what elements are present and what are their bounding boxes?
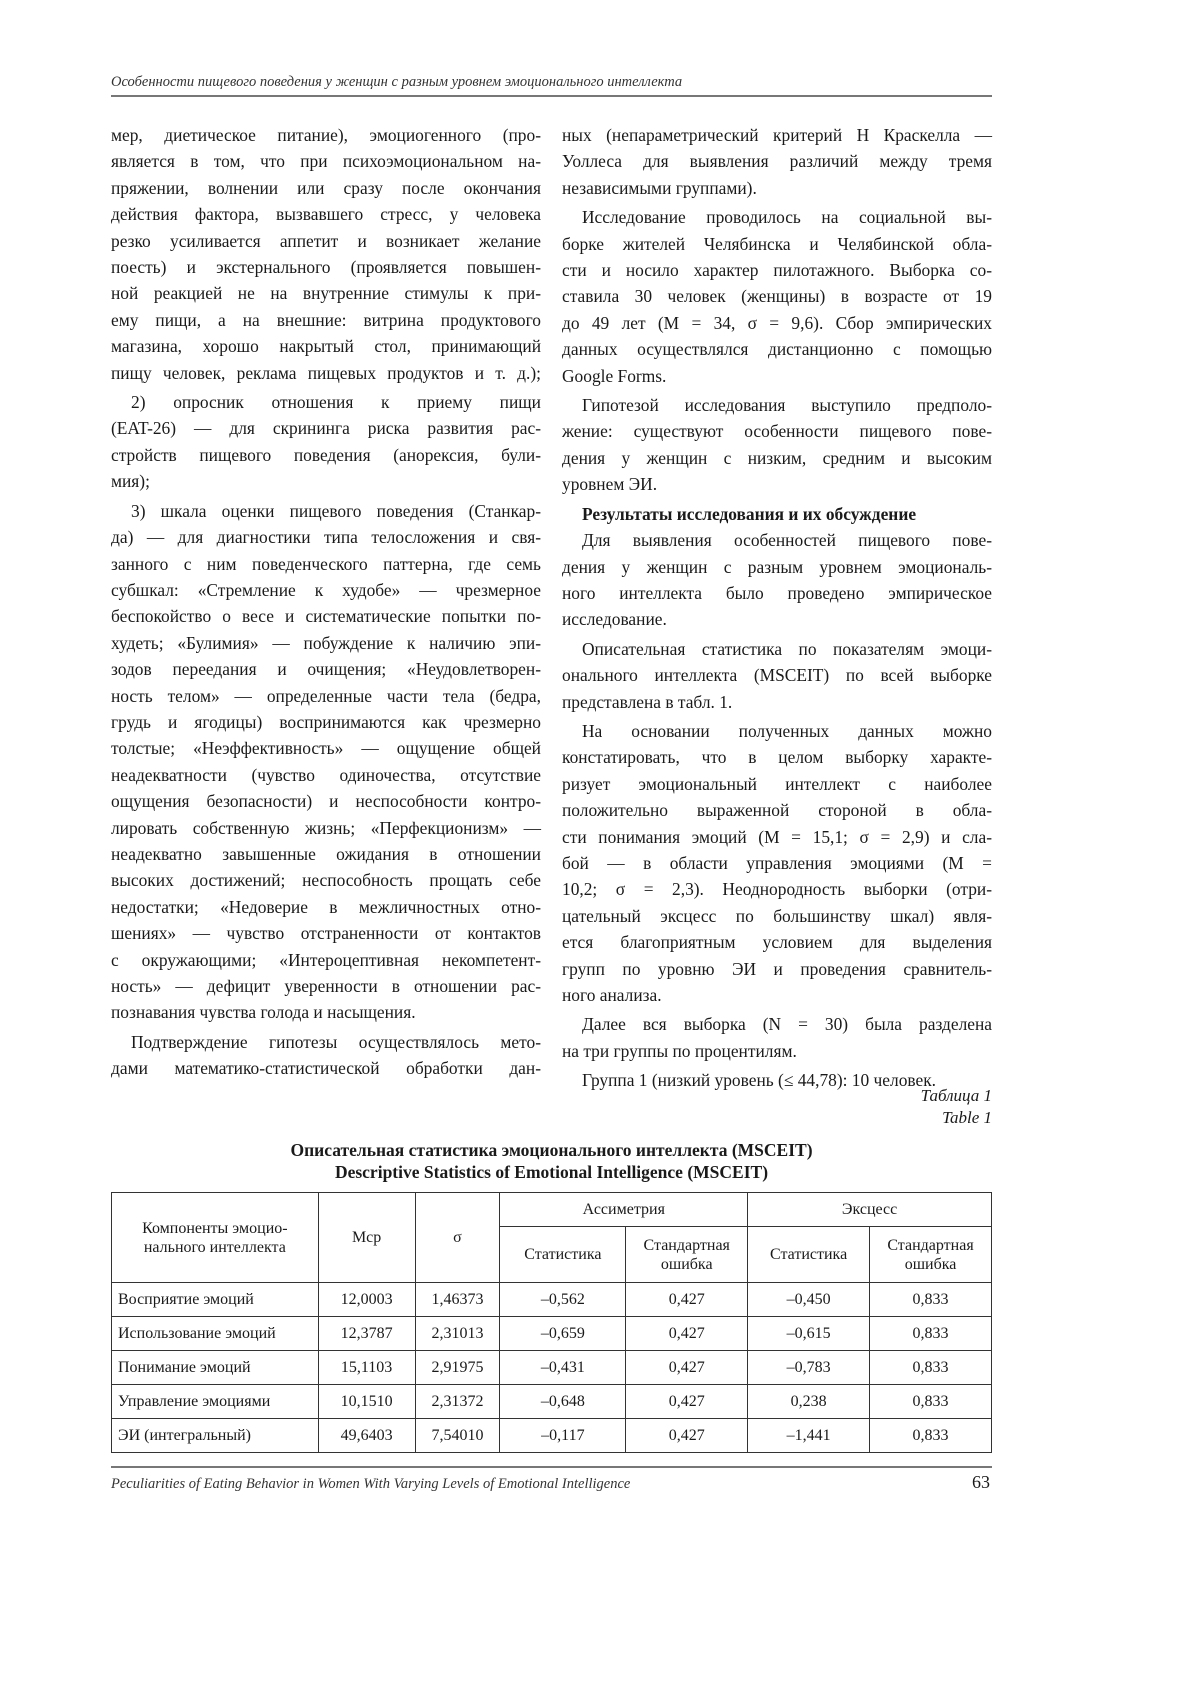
paragraph [111,122,541,386]
text-line: 3) шкала оценки пищевого поведения (Станкар- [131,500,541,521]
text-line: на три группы по процентилям. [562,1040,797,1061]
cell-value: –0,783 [748,1351,870,1385]
text-line: данных осуществлялся дистанционно с помощью [562,339,992,360]
cell-value: –0,562 [500,1283,626,1317]
paragraph [562,636,992,715]
page-number: 63 [972,1472,990,1492]
cell-value: 0,427 [626,1385,748,1419]
table-row [112,1351,992,1385]
text-line: пищу человек, реклама пищевых продуктов и т. д.); [111,362,541,383]
cell-value: –1,441 [748,1419,870,1453]
text-line: до 49 лет (M = 34, σ = 9,6). Сбор эмпирических [562,312,992,333]
text-line: сти понимания эмоций (M = 15,1; σ = 2,9) и сла- [562,826,992,847]
text-line: лировать собственную жизнь; «Перфекционизм» — [111,817,541,838]
row-label: Понимание эмоций [112,1351,319,1385]
text-line: дения у женщин с разным уровнем эмоциональ- [562,556,992,577]
text-line: резко усиливается аппетит и возникает желание [111,230,541,251]
text-line: действия фактора, вызвавшего стресс, у человека [111,204,541,225]
text-line: положительно выраженной стороной в обла- [562,800,992,821]
text-line: констатировать, что в целом выборку характе- [562,747,992,768]
cell-value: –0,648 [500,1385,626,1419]
cell-value: 0,833 [870,1419,992,1453]
text-line: ется благоприятным условием для выделения [562,932,992,953]
text-line: худеть; «Булимия» — побуждение к наличию эпи- [111,632,541,653]
text-line: Описательная статистика по показателям эмоци- [582,638,992,659]
cell-value: 12,3787 [318,1317,415,1351]
text-line: Уоллеса для выявления различий между тремя [562,151,992,172]
text-line: цательный эксцесс по большинству шкал) явля- [562,905,992,926]
cell-value: –0,450 [748,1283,870,1317]
text-line: ность» — дефицит уверенности в отношении рас- [111,976,541,996]
text-line: ему пищи, а на внешние: витрина продуктового [111,309,541,330]
cell-value: 0,427 [626,1351,748,1385]
text-line: Далее вся выборка (N = 30) была разделена [582,1014,992,1035]
text-line: На основании полученных данных можно [582,720,992,741]
cell-value: 0,238 [748,1385,870,1419]
table-label-en: Table 1 [942,1108,992,1127]
text-line: недостатки; «Недоверие в межличностных отно- [111,896,541,917]
text-line: грудь и ягодицы) воспринимаются как чрезмерно [111,711,541,732]
text-line: ощущения безопасности) и неспособности контро- [111,791,541,812]
text-line: исследование. [562,609,667,630]
footer-title: Peculiarities of Eating Behavior in Women With Varying Levels of Emotional Intelligence [111,1476,631,1492]
text-line: ного анализа. [562,985,662,1005]
cell-value: 2,31372 [415,1385,500,1419]
right-column [562,122,992,1097]
section-heading [562,501,992,527]
cell-value: 15,1103 [318,1351,415,1385]
text-line: Группа 1 (низкий уровень (≤ 44,78): 10 человек. [582,1070,937,1091]
text-line: пряжении, волнении или сразу после окончания [111,177,541,198]
table-row [112,1283,992,1317]
text-line: неадекватности (чувство одиночества, отсутствие [111,764,541,785]
text-line: уровнем ЭИ. [562,474,658,495]
paragraph [562,204,992,389]
header-component: Компоненты эмоцио-нального интеллекта [112,1193,319,1283]
row-label: ЭИ (интегральный) [112,1419,319,1453]
cell-value: 0,427 [626,1419,748,1453]
header-kurtosis: Эксцесс [748,1193,992,1227]
header-skewness: Ассиметрия [500,1193,748,1227]
text-line: ность телом» — определенные части тела (бедра, [111,685,541,706]
text-line: бой — в области управления эмоциями (M = [562,852,992,873]
table-row [112,1385,992,1419]
text-line: независимыми группами). [562,177,757,198]
header-skew-std-error: Стандартная ошибка [626,1227,748,1283]
cell-value: 49,6403 [318,1419,415,1453]
table-row [112,1317,992,1351]
header-mean: Mср [318,1193,415,1283]
text-line: Результаты исследования и их обсуждение [582,503,917,524]
text-line: Исследование проводилось на социальной вы- [582,207,992,228]
cell-value: –0,615 [748,1317,870,1351]
text-line: дения у женщин с низким, средним и высоким [562,447,992,468]
text-line: Гипотезой исследования выступило предполо- [582,395,992,416]
paragraph [111,498,541,1026]
paragraph [111,1029,541,1082]
cell-value: 0,833 [870,1317,992,1351]
header-sigma: σ [415,1193,500,1283]
text-line: стройств пищевого поведения (анорексия, були- [111,444,541,465]
text-line: неадекватно завышенные ожидания в отношении [111,843,541,864]
text-line: ного интеллекта было проведено эмпирическое [562,582,992,603]
text-line: групп по уровню ЭИ и проведения сравнитель- [562,958,992,979]
cell-value: 0,833 [870,1351,992,1385]
cell-value: 0,833 [870,1283,992,1317]
text-line: сти и носило характер пилотажного. Выборка со- [562,260,992,281]
cell-value: 2,91975 [415,1351,500,1385]
text-line: субшкал: «Стремление к худобе» — чрезмерное [111,579,541,600]
text-line: Подтверждение гипотезы осуществлялось мето- [131,1031,541,1052]
cell-value: 1,46373 [415,1283,500,1317]
text-line: беспокойство о весе и систематические попытки по- [111,606,541,627]
cell-value: –0,117 [500,1419,626,1453]
text-line: ризует эмоциональный интеллект с наиболее [562,773,992,794]
text-line: дами математико-статистической обработки дан- [111,1058,541,1079]
text-line: борке жителей Челябинска и Челябинской обла- [562,233,992,254]
paragraph [562,1011,992,1064]
table-title-en: Descriptive Statistics of Emotional Intelligence (MSCEIT) [334,1162,769,1182]
text-line: ной реакцией не на внутренние стимулы к при- [111,283,541,304]
cell-value: 0,833 [870,1385,992,1419]
text-line: толстые; «Неэффективность» — ощущение общей [111,738,541,759]
cell-value: 0,427 [626,1317,748,1351]
text-line: зодов переедания и очищения; «Неудовлетворен- [111,659,541,680]
running-head: Особенности пищевого поведения у женщин с разным уровнем эмоционального интеллекта [111,74,683,90]
text-line: представлена в табл. 1. [562,691,733,712]
row-label: Использование эмоций [112,1317,319,1351]
text-line: поесть) и экстернального (проявляется повышен- [111,257,541,278]
text-line: ных (непараметрический критерий H Краскелла — [562,125,992,145]
header-skew-statistic: Статистика [500,1227,626,1283]
header-kurt-statistic: Статистика [748,1227,870,1283]
paragraph [562,392,992,498]
paragraph [562,122,992,201]
text-line: 2) опросник отношения к приему пищи [131,392,541,413]
text-line: Для выявления особенностей пищевого пове- [582,530,992,551]
cell-value: –0,659 [500,1317,626,1351]
cell-value: 10,1510 [318,1385,415,1419]
paragraph [562,527,992,633]
text-line: занного с ним поведенческого паттерна, где семь [111,553,541,574]
text-line: является в том, что при психоэмоциональном на- [111,151,541,172]
table-row [112,1419,992,1453]
text-line: да) — для диагностики типа телосложения и свя- [111,527,541,548]
text-line: магазина, хорошо накрытый стол, принимающий [111,336,541,357]
cell-value: 7,54010 [415,1419,500,1453]
table-label-ru: Таблица 1 [920,1086,992,1105]
cell-value: –0,431 [500,1351,626,1385]
paragraph [111,389,541,495]
left-column [111,122,541,1085]
cell-value: 12,0003 [318,1283,415,1317]
text-line: шениях» — чувство отстраненности от контактов [111,923,541,944]
row-label: Восприятие эмоций [112,1283,319,1317]
text-line: с окружающими; «Интероцептивная некомпетент- [111,949,541,970]
paragraph [562,718,992,1008]
text-line: мия); [111,471,150,492]
row-label: Управление эмоциями [112,1385,319,1419]
text-line: (EAT-26) — для скрининга риска развития рас- [111,418,541,439]
footer-rule [111,1466,992,1468]
text-line: познавания чувства голода и насыщения. [111,1002,416,1023]
text-line: ставила 30 человек (женщины) в возрасте от 19 [562,286,992,307]
text-line: 10,2; σ = 2,3). Неоднородность выборки (отри- [562,879,992,900]
text-line: высоких достижений; неспособность прощать себе [111,870,541,891]
statistics-table [111,1192,992,1453]
header-rule [111,95,992,97]
cell-value: 0,427 [626,1283,748,1317]
text-line: жение: существуют особенности пищевого пове- [562,421,992,442]
header-kurt-std-error: Стандартная ошибка [870,1227,992,1283]
cell-value: 2,31013 [415,1317,500,1351]
table-title-ru: Описательная статистика эмоционального интеллекта (MSCEIT) [290,1140,813,1160]
text-line: мер, диетическое питание), эмоциогенного (про- [111,125,541,145]
text-line: Google Forms. [562,365,667,386]
text-line: онального интеллекта (MSCEIT) по всей выборке [562,665,992,686]
